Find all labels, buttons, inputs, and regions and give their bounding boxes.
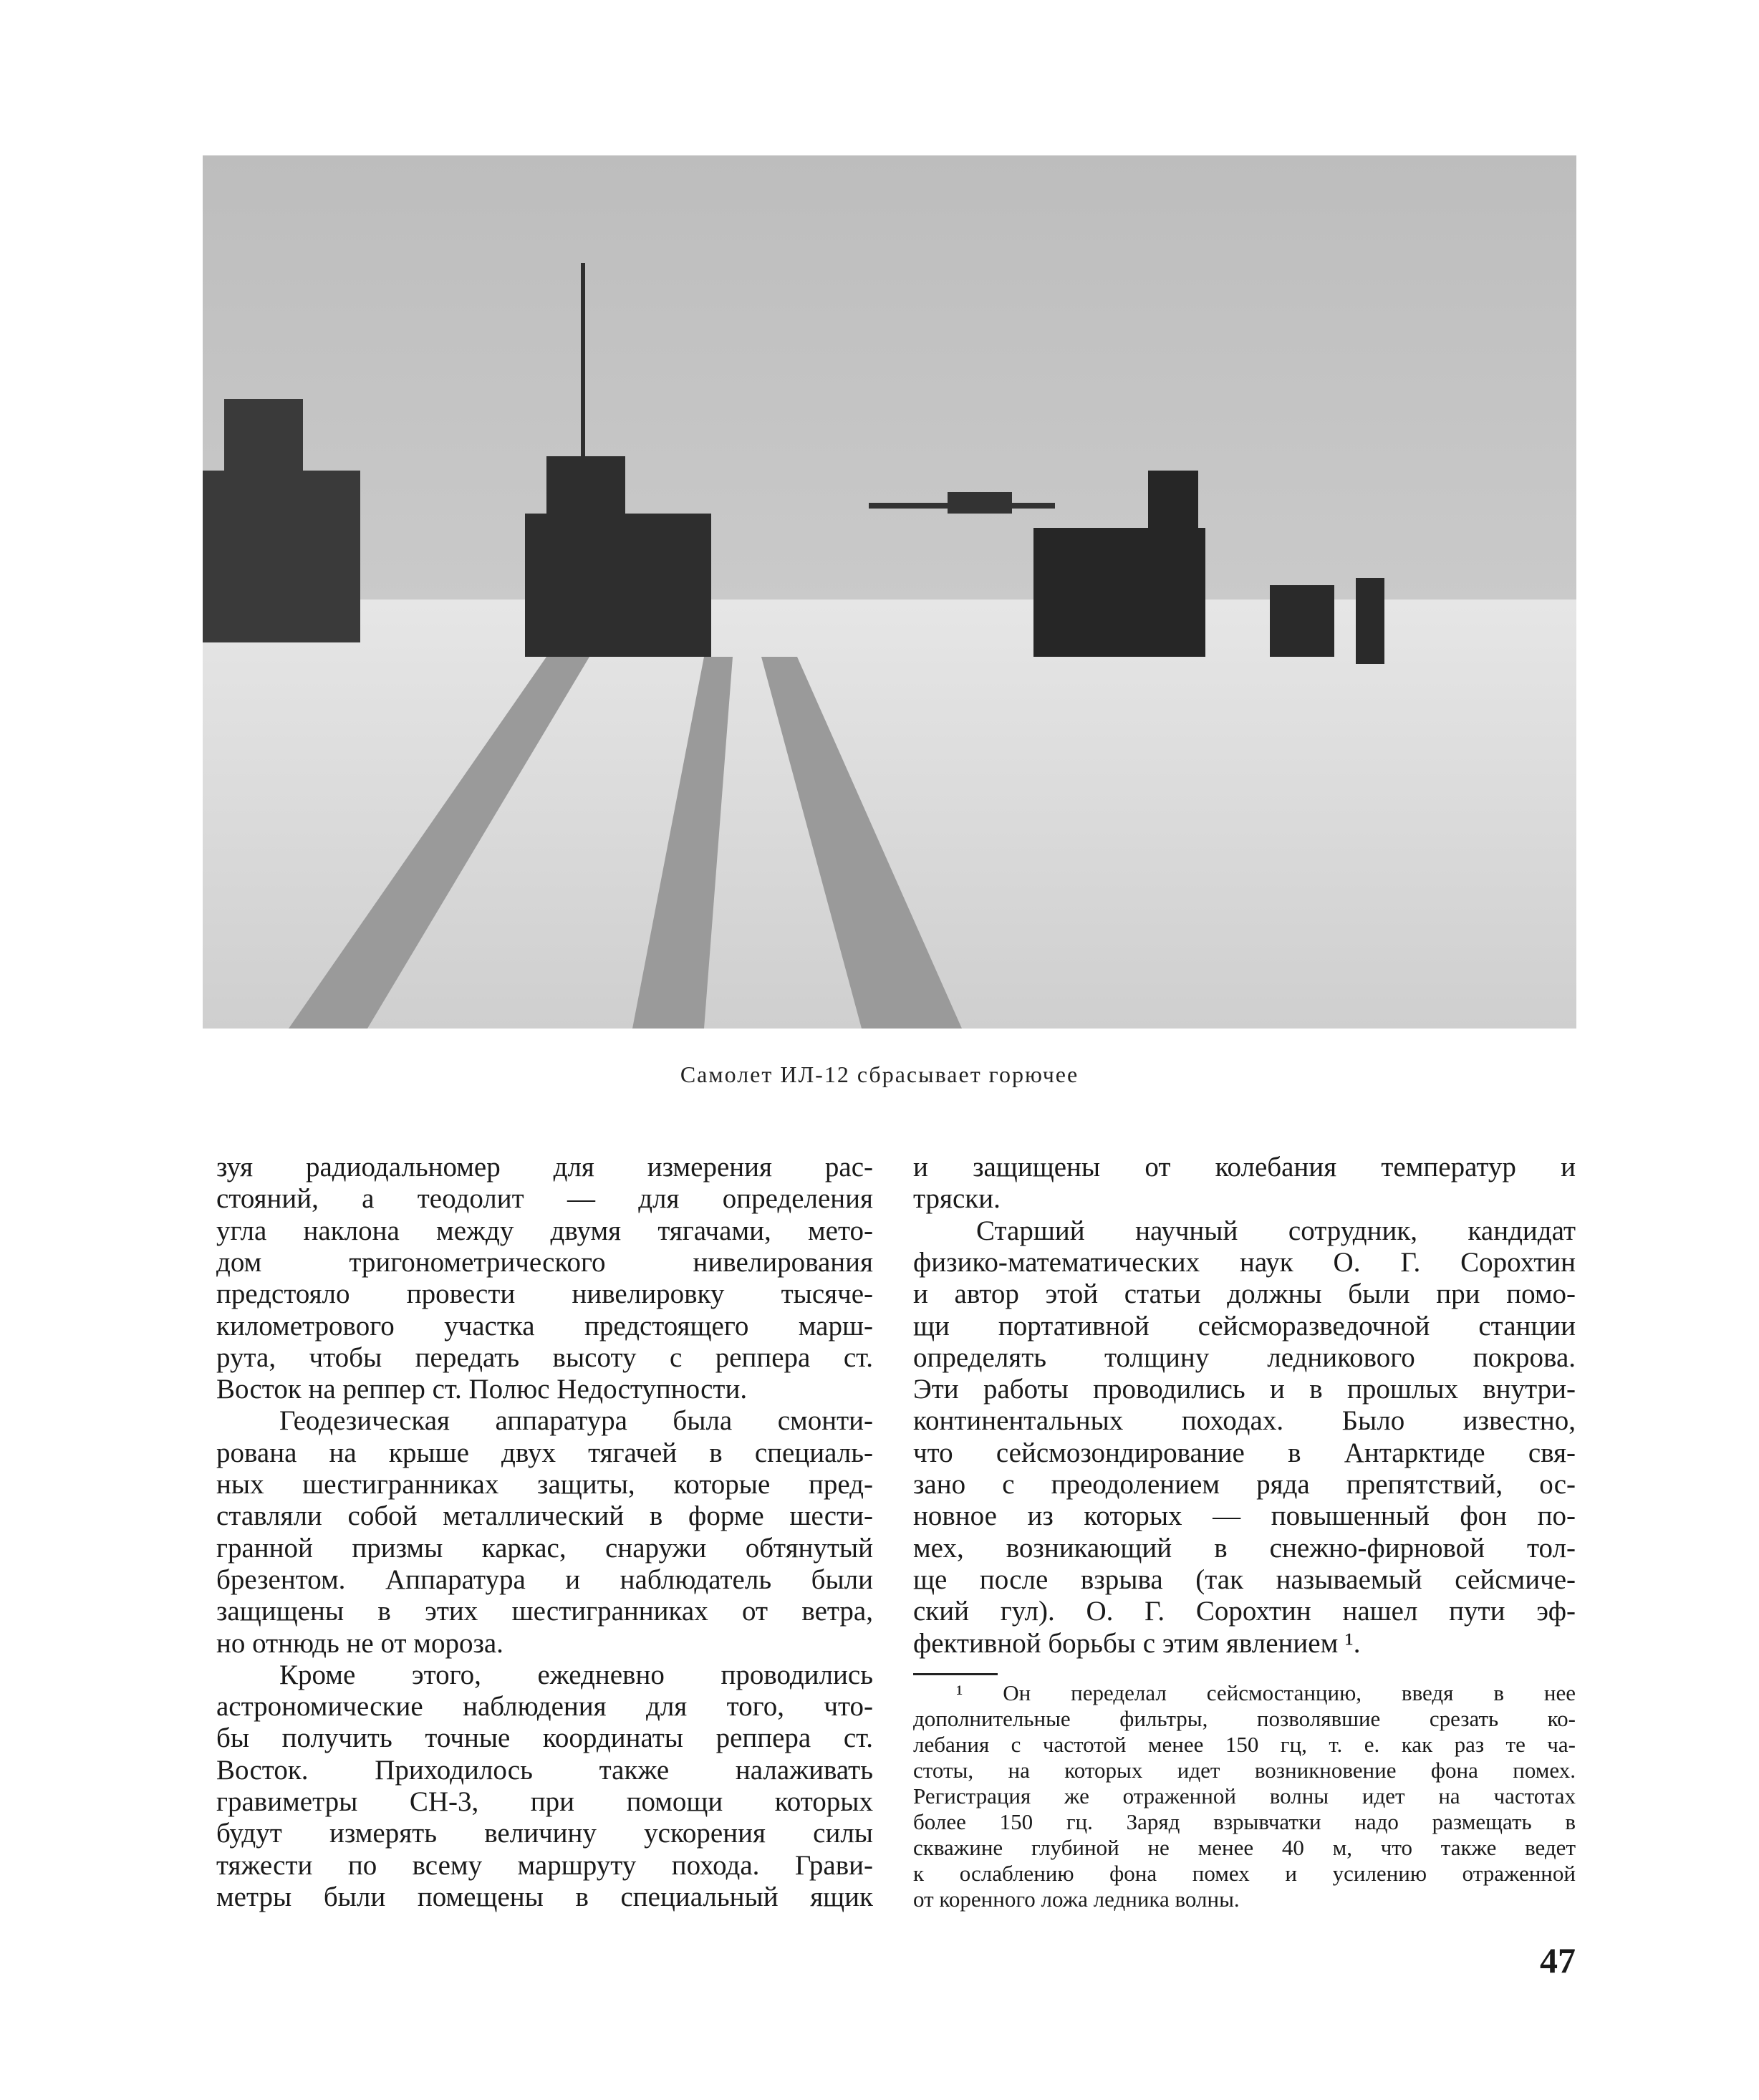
text-line: рована на крыше двух тягачей в специаль- bbox=[216, 1437, 873, 1468]
text-line: ще после взрыва (так называемый сейсмиче- bbox=[913, 1564, 1576, 1595]
text-line: бы получить точные координаты реппера ст. bbox=[216, 1723, 873, 1754]
text-line: что сейсмозондирование в Антарктиде свя- bbox=[913, 1437, 1576, 1468]
text-line: физико-математических наук О. Г. Сорохтин bbox=[913, 1246, 1576, 1278]
text-line: от коренного ложа ледника волны. bbox=[913, 1887, 1240, 1912]
page-number: 47 bbox=[1540, 1940, 1576, 1980]
text-line: дополнительные фильтры, позволявшие срезать ко- bbox=[913, 1706, 1576, 1731]
text-line: мех, возникающий в снежно-фирновой тол- bbox=[913, 1532, 1576, 1564]
text-line: рута, чтобы передать высоту с реппера ст. bbox=[216, 1342, 873, 1373]
text-line: зано с преодолением ряда препятствий, ос- bbox=[913, 1469, 1576, 1500]
text-line: лебания с частотой менее 150 гц, т. е. как раз те ча- bbox=[913, 1732, 1576, 1757]
text-line: тряски. bbox=[913, 1183, 1001, 1215]
text-line: щи портативной сейсморазведочной станции bbox=[913, 1310, 1576, 1342]
text-line: но отнюдь не от мороза. bbox=[216, 1627, 503, 1659]
text-line: Эти работы проводились и в прошлых внутри- bbox=[913, 1374, 1576, 1405]
text-line: ¹ Он переделал сейсмостанцию, введя в нее bbox=[956, 1680, 1576, 1705]
text-line: метры были помещены в специальный ящик bbox=[216, 1881, 873, 1912]
text-line: Восток. Приходилось также налаживать bbox=[216, 1754, 873, 1786]
text-line: Кроме этого, ежедневно проводились bbox=[279, 1659, 873, 1690]
text-line: новное из которых — повышенный фон по- bbox=[913, 1501, 1576, 1532]
text-line: ставляли собой металлический в форме шести- bbox=[216, 1501, 873, 1532]
text-line: континентальных походах. Было известно, bbox=[913, 1405, 1576, 1437]
text-line: Регистрация же отраженной волны идет на частотах bbox=[913, 1783, 1576, 1808]
text-line: дом тригонометрического нивелирования bbox=[216, 1246, 873, 1278]
text-line: гранной призмы каркас, снаружи обтянутый bbox=[216, 1532, 873, 1564]
text-line: брезентом. Аппаратура и наблюдатель были bbox=[216, 1564, 873, 1595]
text-line: фективной борьбы с этим явлением ¹. bbox=[913, 1627, 1361, 1659]
figure-caption: Самолет ИЛ-12 сбрасывает горючее bbox=[680, 1061, 1079, 1087]
text-line: Геодезическая аппаратура была смонти- bbox=[279, 1405, 873, 1437]
text-line: угла наклона между двумя тягачами, мето- bbox=[216, 1215, 873, 1246]
text-line: предстояло провести нивелировку тысяче- bbox=[216, 1278, 873, 1310]
text-line: тяжести по всему маршруту похода. Грави- bbox=[216, 1849, 873, 1881]
text-line: ский гул). О. Г. Сорохтин нашел пути эф- bbox=[913, 1596, 1576, 1627]
text-line: и автор этой статьи должны были при помо- bbox=[913, 1278, 1576, 1310]
people bbox=[1270, 578, 1384, 664]
text-line: будут измерять величину ускорения силы bbox=[216, 1818, 873, 1849]
footnote-rule bbox=[913, 1673, 998, 1675]
text-line: к ослаблению фона помех и усилению отраженной bbox=[913, 1861, 1576, 1886]
text-line: километрового участка предстоящего марш- bbox=[216, 1310, 873, 1342]
text-line: Восток на реппер ст. Полюс Недоступности. bbox=[216, 1374, 748, 1405]
text-line: скважине глубиной не менее 40 м, что также ведет bbox=[913, 1835, 1576, 1860]
photo-antarctic-convoy bbox=[203, 155, 1576, 1029]
text-line: Старший научный сотрудник, кандидат bbox=[976, 1215, 1576, 1246]
text-line: стояний, а теодолит — для определения bbox=[216, 1183, 873, 1215]
text-line: определять толщину ледникового покрова. bbox=[913, 1342, 1576, 1373]
text-line: астрономические наблюдения для того, что- bbox=[216, 1691, 873, 1723]
text-line: защищены в этих шестигранниках от ветра, bbox=[216, 1596, 873, 1627]
text-line: и защищены от колебания температур и bbox=[913, 1152, 1576, 1183]
text-line: стоты, на которых идет возникновение фона помех. bbox=[913, 1758, 1576, 1783]
text-line: зуя радиодальномер для измерения рас- bbox=[216, 1152, 873, 1183]
text-line: гравиметры СН-3, при помощи которых bbox=[216, 1786, 873, 1817]
text-line: ных шестигранниках защиты, которые пред- bbox=[216, 1469, 873, 1500]
text-line: более 150 гц. Заряд взрывчатки надо размещать в bbox=[913, 1809, 1576, 1834]
